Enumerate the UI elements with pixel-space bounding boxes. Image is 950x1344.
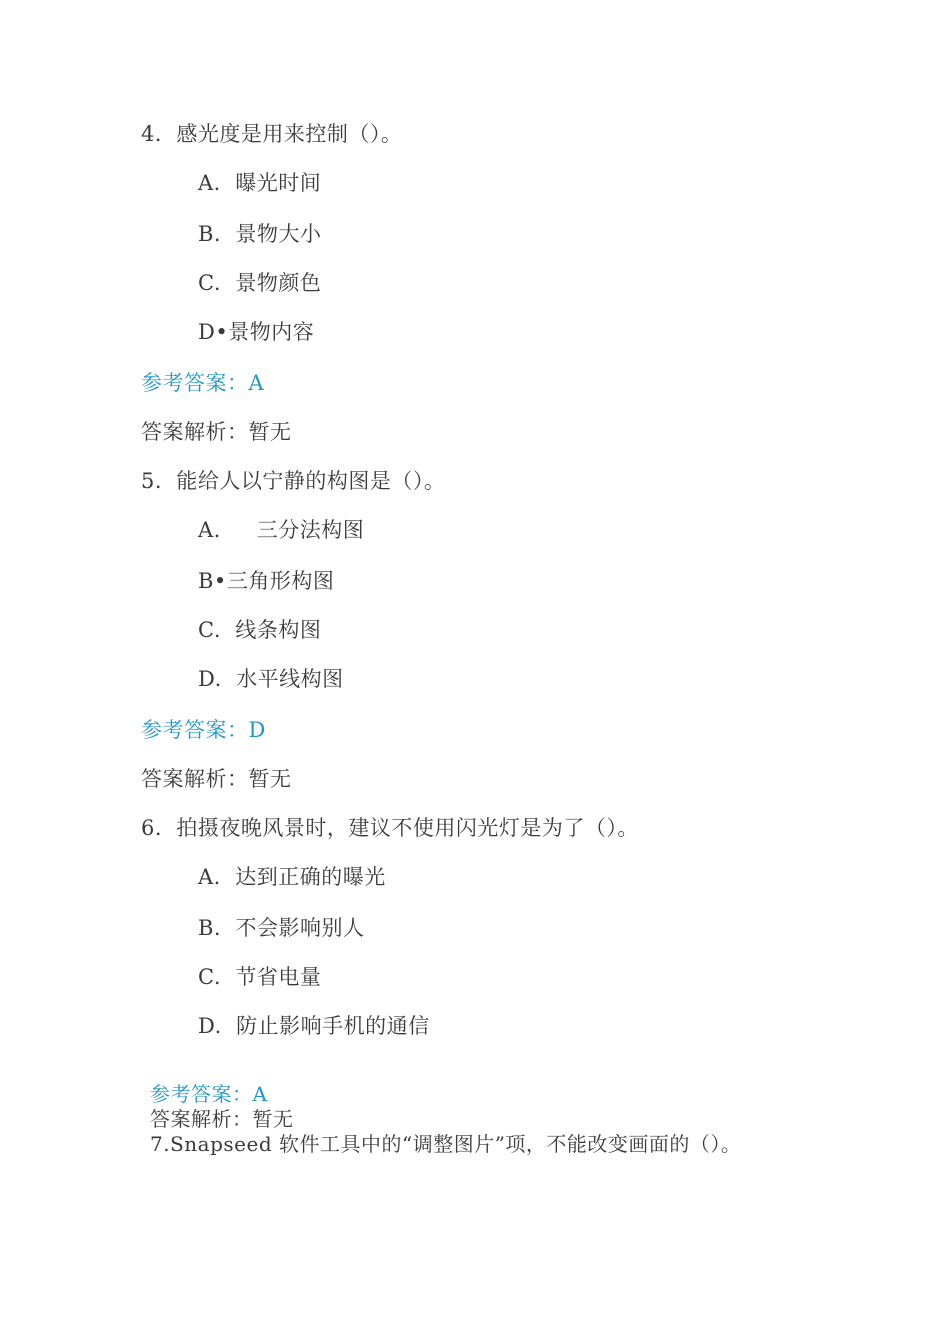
- question-5-stem: 5. 能给人以宁静的构图是（）。: [141, 469, 446, 493]
- question-5-answer: 参考答案：D: [141, 718, 266, 742]
- question-6-option-d: D. 防止影响手机的通信: [198, 1014, 430, 1038]
- question-4-option-c: C. 景物颜色: [198, 271, 322, 295]
- question-7-stem: 7.Snapseed 软件工具中的“调整图片”项，不能改变画面的（）。: [150, 1132, 742, 1156]
- question-6-option-c: C. 节省电量: [198, 965, 322, 989]
- question-6-option-b: B. 不会影响别人: [198, 916, 365, 940]
- question-6-stem: 6. 拍摄夜晚风景时，建议不使用闪光灯是为了（）。: [141, 816, 639, 840]
- question-4-option-b: B. 景物大小: [198, 222, 322, 246]
- question-5-option-d: D. 水平线构图: [198, 667, 344, 691]
- question-5-option-a: A. 三分法构图: [198, 518, 365, 542]
- question-6-explanation: 答案解析：暂无: [150, 1107, 294, 1131]
- question-4-option-d: D•景物内容: [198, 320, 315, 344]
- question-5-explanation: 答案解析：暂无: [141, 767, 292, 791]
- question-4-explanation: 答案解析：暂无: [141, 420, 292, 444]
- question-5-option-c: C. 线条构图: [198, 618, 322, 642]
- question-4-stem: 4．感光度是用来控制（）。: [141, 122, 403, 146]
- question-4-answer: 参考答案：A: [141, 371, 265, 395]
- question-6-answer: 参考答案：A: [150, 1082, 268, 1106]
- question-6-option-a: A. 达到正确的曝光: [198, 865, 386, 889]
- question-5-option-b: B•三角形构图: [198, 569, 335, 593]
- question-4-option-a: A. 曝光时间: [198, 171, 322, 195]
